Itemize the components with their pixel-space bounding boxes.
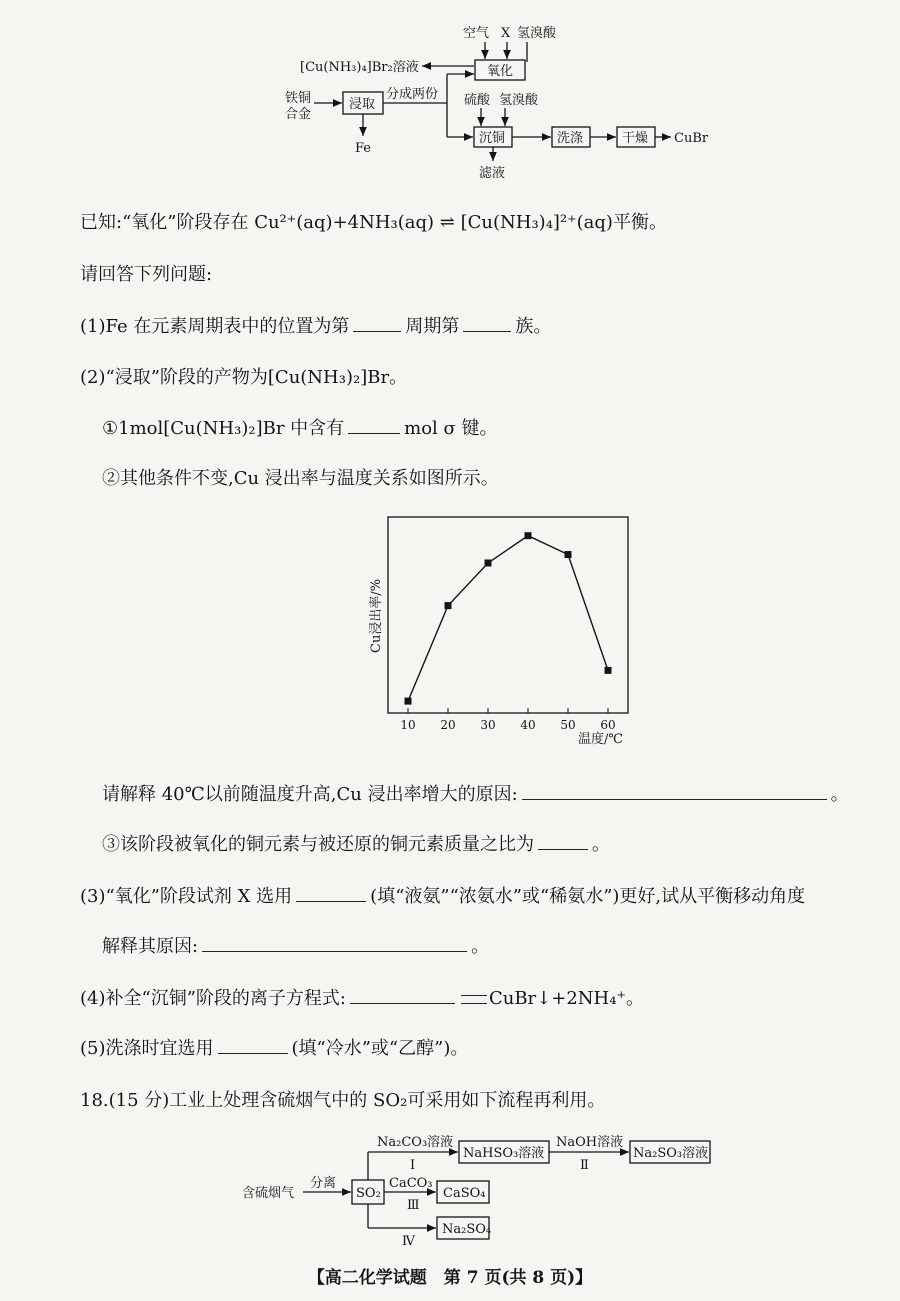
label-wash: 洗涤 xyxy=(557,131,584,146)
question-18: 18.(15 分)工业上处理含硫烟气中的 SO₂可采用如下流程再利用。 xyxy=(80,1090,606,1111)
q5-blank-solvent[interactable] xyxy=(218,1052,288,1054)
label-alloy-2: 合金 xyxy=(285,107,312,122)
q4-text-a: (4)补全“沉铜”阶段的离子方程式: xyxy=(80,988,346,1009)
label-hbr-mid: 氢溴酸 xyxy=(499,93,539,108)
label-precip: 沉铜 xyxy=(479,131,506,146)
question-2-sub1 xyxy=(102,414,498,440)
x-tick-label-50: 50 xyxy=(560,718,576,732)
q3-text-c: 解释其原因: xyxy=(102,936,199,957)
question-2-sub2: ②其他条件不变,Cu 浸出率与温度关系如图所示。 xyxy=(102,468,499,489)
q1-text-a: (1)Fe 在元素周期表中的位置为第 xyxy=(80,316,350,337)
data-point-60 xyxy=(605,667,612,674)
x-tick-label-60: 60 xyxy=(600,718,616,732)
label-caco3: CaCO₃ xyxy=(389,1176,433,1191)
question-1 xyxy=(80,312,551,338)
q3-text-d: 。 xyxy=(471,936,490,957)
process-flowchart xyxy=(0,0,900,190)
label-route-4: Ⅳ xyxy=(402,1234,415,1249)
label-so2: SO₂ xyxy=(356,1186,381,1201)
data-point-20 xyxy=(445,602,452,609)
q2-blank-ratio[interactable] xyxy=(538,848,588,850)
data-point-50 xyxy=(565,551,572,558)
q4-equals-sign xyxy=(461,995,487,1004)
label-flue-gas: 含硫烟气 xyxy=(242,1186,295,1201)
x-axis-label: 温度/℃ xyxy=(578,732,623,747)
q1-blank-period[interactable] xyxy=(353,330,401,332)
x-tick-label-40: 40 xyxy=(520,718,536,732)
q1-text-c: 族。 xyxy=(515,316,552,337)
question-2-explain xyxy=(102,780,849,806)
q2-explain-text: 请解释 40℃以前随温度升高,Cu 浸出率增大的原因: xyxy=(102,784,518,805)
q3-text-a: (3)“氧化”阶段试剂 X 选用 xyxy=(80,886,293,907)
label-separation: 分离 xyxy=(310,1176,337,1191)
plot-frame xyxy=(388,517,628,713)
question-5 xyxy=(80,1034,468,1060)
q2-s3-text-b: 。 xyxy=(592,834,610,855)
label-route-2: Ⅱ xyxy=(580,1158,589,1173)
label-naoh: NaOH溶液 xyxy=(556,1135,624,1150)
data-point-40 xyxy=(525,532,532,539)
q2-blank-sigma[interactable] xyxy=(348,432,400,434)
so2-flowchart xyxy=(0,1125,900,1250)
q4-text-b: CuBr↓+2NH₄⁺。 xyxy=(488,988,644,1009)
x-tick-label-20: 20 xyxy=(440,718,456,732)
q1-blank-group[interactable] xyxy=(463,330,511,332)
q2-s3-text-a: ③该阶段被氧化的铜元素与被还原的铜元素质量之比为 xyxy=(102,834,534,855)
label-na2co3: Na₂CO₃溶液 xyxy=(377,1135,454,1150)
label-dry: 干燥 xyxy=(622,131,649,146)
q3-blank-reason[interactable] xyxy=(202,950,467,952)
y-axis-label: Cu浸出率/% xyxy=(369,578,384,653)
label-route-1: Ⅰ xyxy=(410,1158,416,1173)
series-line xyxy=(408,536,608,701)
question-2-sub3 xyxy=(102,830,610,856)
label-complex-solution: [Cu(NH₃)₄]Br₂溶液 xyxy=(300,60,419,75)
label-cubr: CuBr xyxy=(674,131,709,146)
label-x: X xyxy=(501,26,511,41)
x-tick-label-30: 30 xyxy=(480,718,496,732)
q2-s1-text-a: ①1mol[Cu(NH₃)₂]Br 中含有 xyxy=(102,418,345,439)
prompt: 请回答下列问题: xyxy=(80,264,213,285)
q3-text-b: (填“液氨”“浓氨水”或“稀氨水”)更好,试从平衡移动角度 xyxy=(370,886,806,907)
label-split: 分成两份 xyxy=(386,87,439,102)
label-fe: Fe xyxy=(355,141,372,156)
data-point-10 xyxy=(405,698,412,705)
question-2-intro: (2)“浸取”阶段的产物为[Cu(NH₃)₂]Br。 xyxy=(80,367,408,388)
label-na2so3: Na₂SO₃溶液 xyxy=(633,1146,709,1161)
label-na2so4: Na₂SO₄ xyxy=(442,1222,492,1237)
page-footer: 【高二化学试题 第 7 页(共 8 页)】 xyxy=(307,1268,593,1288)
question-3-reason xyxy=(102,932,489,958)
label-filtrate: 滤液 xyxy=(479,166,506,181)
q5-text-a: (5)洗涤时宜选用 xyxy=(80,1038,214,1059)
q2-blank-explain[interactable] xyxy=(522,798,827,800)
data-point-30 xyxy=(485,560,492,567)
known-equilibrium: 已知:“氧化”阶段存在 Cu²⁺(aq)+4NH₃(aq) ⇌ [Cu(NH₃)₄]²⁺(aq)平衡。 xyxy=(80,212,667,233)
label-h2so4: 硫酸 xyxy=(464,93,491,108)
x-tick-label-10: 10 xyxy=(400,718,416,732)
q1-text-b: 周期第 xyxy=(405,316,460,337)
label-oxidation: 氧化 xyxy=(487,64,514,79)
q5-text-b: (填“冷水”或“乙醇”)。 xyxy=(291,1038,469,1059)
q4-blank-reactants[interactable] xyxy=(350,1002,455,1004)
label-leach: 浸取 xyxy=(349,97,376,112)
question-4 xyxy=(80,984,644,1010)
question-3 xyxy=(80,882,805,908)
label-air: 空气 xyxy=(463,26,490,41)
q2-s1-text-b: mol σ 键。 xyxy=(404,418,498,439)
label-route-3: Ⅲ xyxy=(407,1198,420,1213)
label-caso4: CaSO₄ xyxy=(443,1186,486,1201)
q3-blank-reagent[interactable] xyxy=(296,900,366,902)
leach-rate-chart xyxy=(360,505,650,750)
label-hbr-top: 氢溴酸 xyxy=(517,26,557,41)
q2-explain-end: 。 xyxy=(830,784,849,805)
label-nahso3: NaHSO₃溶液 xyxy=(463,1146,545,1161)
label-alloy-1: 铁铜 xyxy=(285,91,312,106)
